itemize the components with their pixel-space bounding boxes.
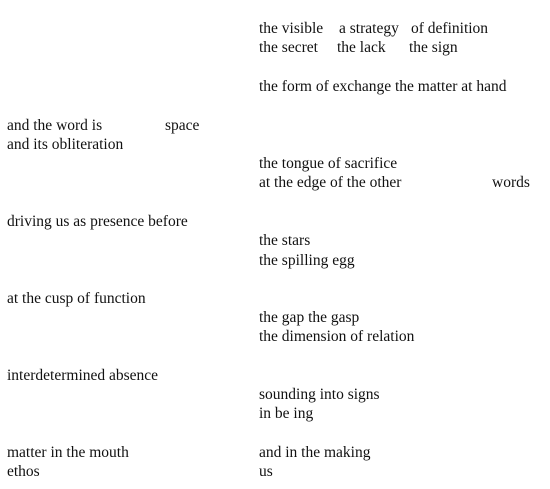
poem-line-fragment: the lack [337, 39, 386, 56]
poem-line: interdetermined absence [7, 367, 159, 384]
poem-line-fragment: words [492, 174, 530, 191]
poem-line-fragment: the secret [259, 39, 318, 56]
poem-line: the stars [259, 232, 311, 249]
poem-line-fragment: a strategy [339, 20, 399, 37]
poem-line: and in the making [259, 444, 371, 461]
poem-line-fragment: of definition [411, 20, 489, 37]
poem-line: the tongue of sacrifice [259, 155, 398, 172]
poem-line: us [259, 463, 273, 480]
poem-line: the dimension of relation [259, 328, 415, 345]
poem-line: in be ing [259, 405, 314, 422]
poem-line: and its obliteration [7, 136, 124, 153]
poem-line: driving us as presence before [7, 213, 188, 230]
poem-line: the spilling egg [259, 252, 355, 269]
poem-line-fragment: the visible [259, 20, 324, 37]
poem-line: matter in the mouth [7, 444, 129, 461]
poem-line-fragment: and the word is [7, 117, 103, 134]
poem-line-fragment: space [165, 117, 200, 134]
poem-line: sounding into signs [259, 386, 380, 403]
poem-line: the form of exchange the matter at hand [259, 78, 507, 95]
poem-line: ethos [7, 463, 40, 480]
poem-line: at the cusp of function [7, 290, 146, 307]
poem-line-fragment: at the edge of the other [259, 174, 402, 191]
poem-line-fragment: the sign [409, 39, 458, 56]
poem-line: the gap the gasp [259, 309, 360, 326]
